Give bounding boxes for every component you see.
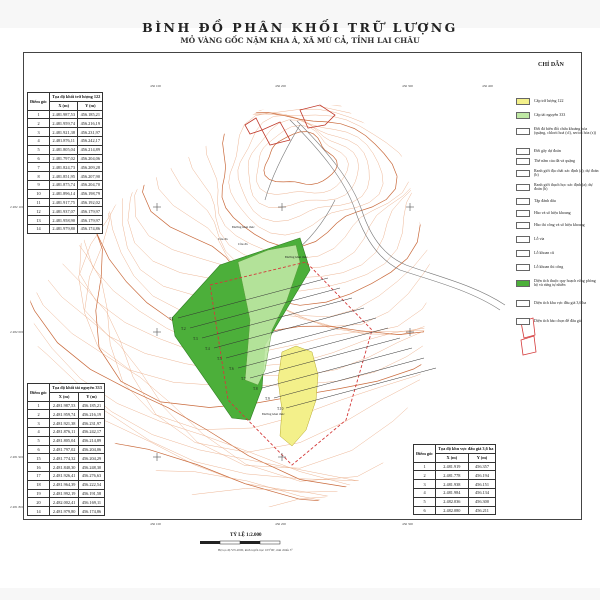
- table-auction-area: [413, 444, 496, 515]
- y-cell: 456.216,19: [79, 410, 105, 419]
- x-cell: 2.481.964,39: [50, 480, 79, 489]
- section-label: T.7: [241, 377, 246, 381]
- contour-line: [70, 37, 578, 408]
- legend-item: [516, 96, 563, 106]
- point-cell: 19: [28, 489, 50, 498]
- point-cell: 4: [414, 488, 436, 497]
- legend-item: [516, 110, 565, 120]
- table-row: [414, 497, 496, 506]
- x-cell: 2.481.824,73: [50, 163, 78, 172]
- point-cell: 3: [28, 128, 50, 137]
- legend-item: [516, 208, 571, 218]
- point-cell: 3: [414, 480, 436, 489]
- point-cell: 4: [28, 136, 50, 145]
- x-cell: 2.481.805,04: [50, 145, 78, 154]
- y-cell: 456.169,11: [79, 498, 105, 507]
- y-cell: 456.231,97: [78, 128, 103, 137]
- x-cell: 2.482.002,41: [50, 498, 79, 507]
- section-label: T.4: [205, 347, 210, 351]
- x-cell: 2.481.921,38: [50, 128, 78, 137]
- legend-label: Ranh giới thạch học xác định (a); dự đoán (b): [534, 181, 593, 191]
- ore-label: Đường khai thác: [262, 412, 285, 416]
- point-cell: 13: [28, 216, 50, 225]
- grid-label-left-4: 2 481 800: [10, 505, 24, 509]
- x-cell: 2.481.992,19: [50, 489, 79, 498]
- point-cell: 2: [28, 119, 50, 128]
- col-point: Điểm góc: [28, 93, 50, 111]
- x-cell: 2.481.875,74: [50, 180, 78, 189]
- y-cell: 456.134: [468, 488, 496, 497]
- y-cell: 456.174,86: [79, 507, 105, 516]
- y-cell: 456.151: [468, 480, 496, 489]
- x-cell: 2.481.926,41: [50, 471, 79, 480]
- y-cell: 456.174,86: [78, 224, 103, 233]
- legend-label: Hào thi công và số hiệu khoang: [534, 221, 585, 227]
- point-cell: 10: [28, 189, 50, 198]
- x-cell: 2.481.984: [436, 488, 469, 497]
- grid-label-top-3: 456 300: [402, 84, 414, 88]
- x-cell: 2.481.921,38: [50, 419, 79, 428]
- point-cell: 15: [28, 454, 50, 463]
- table-row: [28, 198, 103, 207]
- y-cell: 456.242,17: [79, 427, 105, 436]
- legend-swatch: [516, 264, 530, 271]
- y-cell: 456.276,63: [79, 471, 105, 480]
- x-cell: 2.481.805,04: [50, 436, 79, 445]
- section-label: T.6: [229, 367, 234, 371]
- road-line: [290, 120, 500, 310]
- y-cell: 456.204,29: [79, 454, 105, 463]
- legend-label: Diện tích hào chọn để đấu giá: [534, 317, 582, 323]
- table-row: [28, 136, 103, 145]
- legend-title: CHỈ DẪN: [538, 62, 564, 68]
- contour-line: [229, 113, 383, 236]
- point-cell: 1: [414, 462, 436, 471]
- y-cell: 456.179,97: [78, 207, 103, 216]
- legend-item: [516, 146, 561, 156]
- table-row: [28, 110, 103, 119]
- table-title: Tọa độ khối trữ lượng 122: [50, 93, 103, 102]
- table-row: [28, 145, 103, 154]
- x-cell: 2.482.080: [436, 506, 469, 515]
- x-cell: 2.481.919: [436, 462, 469, 471]
- map-subtitle: MỎ VÀNG GỐC NẬM KHA Á, XÃ MÙ CẢ, TỈNH LAI CHÂU: [180, 36, 420, 45]
- table-row: [28, 489, 105, 498]
- table-row: [28, 216, 103, 225]
- x-cell: 2.481.987,53: [50, 110, 78, 119]
- grid-label-bottom-1: 456 100: [150, 522, 162, 526]
- y-cell: 456.194: [468, 471, 496, 480]
- building-outline: [245, 118, 262, 134]
- x-cell: 2.481.797,02: [50, 154, 78, 163]
- table-row: [28, 119, 103, 128]
- section-label: T.9: [265, 397, 270, 401]
- point-cell: 6: [28, 154, 50, 163]
- table-row: [28, 189, 103, 198]
- y-cell: 456.204,06: [78, 154, 103, 163]
- table-row: [28, 480, 105, 489]
- y-cell: 456.204,70: [78, 180, 103, 189]
- y-cell: 456.192,02: [78, 198, 103, 207]
- point-cell: 1: [28, 401, 50, 410]
- legend-label: Hào và số hiệu khoang: [534, 209, 571, 215]
- legend-item: [516, 262, 563, 272]
- y-cell: 456.231,97: [79, 419, 105, 428]
- point-cell: 8: [28, 172, 50, 181]
- legend-swatch: [516, 222, 530, 229]
- table-row: [28, 410, 105, 419]
- point-cell: 2: [414, 471, 436, 480]
- y-cell: 456.357: [468, 462, 496, 471]
- point-cell: 14: [28, 507, 50, 516]
- section-line: [250, 338, 400, 378]
- col-x: X (m): [436, 453, 469, 462]
- grid-label-top-2: 456 200: [275, 84, 287, 88]
- legend-label: Lỗ khoan cũ: [534, 249, 554, 255]
- table-row: [28, 427, 105, 436]
- x-cell: 2.481.979,80: [50, 224, 78, 233]
- legend-item: [516, 220, 585, 230]
- table-row: [28, 498, 105, 507]
- grid-label-top-4: 456 400: [482, 84, 494, 88]
- table-row: [28, 128, 103, 137]
- x-cell: 2.481.797,02: [50, 445, 79, 454]
- scale-bar: [200, 541, 280, 544]
- legend-swatch: [516, 250, 530, 257]
- y-cell: 456.179,97: [78, 216, 103, 225]
- section-label: T.10: [277, 407, 284, 411]
- col-x: X (m): [50, 392, 79, 401]
- ore-label: Đường khai thác: [285, 255, 308, 259]
- y-cell: 456.204,06: [79, 445, 105, 454]
- legend-label: Diện tích thuộc quy hoạch rừng phòng hộ và rừng tự nhiên: [534, 277, 596, 287]
- point-cell: 5: [28, 145, 50, 154]
- legend-item: [516, 316, 582, 326]
- legend-label: Đới đá biến đổi chứa khoáng hóa (quặng, chlorit hoá (cl), sericit hóa (s)): [534, 125, 596, 135]
- point-cell: 2: [28, 410, 50, 419]
- x-cell: 2.481.840,30: [50, 463, 79, 472]
- y-cell: 456.214,89: [79, 436, 105, 445]
- table-reserve-122: [27, 92, 103, 234]
- x-cell: 2.481.937,07: [50, 207, 78, 216]
- grid-label-top-1: 456 100: [150, 84, 162, 88]
- legend-label: Lỗ khoan thi công: [534, 263, 564, 269]
- ore-label: Cầu đá: [218, 237, 228, 241]
- point-cell: 1: [28, 110, 50, 119]
- col-point: Điểm góc: [28, 384, 50, 402]
- legend-item: [516, 278, 600, 288]
- contour-line: [79, 48, 557, 376]
- legend-item: [516, 248, 554, 258]
- col-x: X (m): [50, 101, 78, 110]
- legend-item: [516, 126, 600, 136]
- point-cell: 20: [28, 498, 50, 507]
- legend-item: [516, 196, 556, 206]
- table-resource-333: [27, 383, 105, 516]
- point-cell: 18: [28, 480, 50, 489]
- legend-swatch: [516, 300, 530, 307]
- point-cell: 11: [28, 198, 50, 207]
- table-row: [28, 463, 105, 472]
- table-row: [28, 445, 105, 454]
- x-cell: 2.481.876,11: [50, 427, 79, 436]
- legend-label: Diện tích khu vực đấu giá 3,6 ha: [534, 299, 587, 305]
- y-cell: 456.300: [468, 497, 496, 506]
- x-cell: 2.481.979,80: [50, 507, 79, 516]
- point-cell: 12: [28, 207, 50, 216]
- section-label: T.1: [169, 317, 174, 321]
- point-cell: 5: [414, 497, 436, 506]
- y-cell: 456.242,17: [78, 136, 103, 145]
- table-row: [28, 207, 103, 216]
- point-cell: 3: [28, 419, 50, 428]
- x-cell: 2.481.917,75: [50, 198, 78, 207]
- y-cell: 456.185,21: [79, 401, 105, 410]
- x-cell: 2.481.778: [436, 471, 469, 480]
- x-cell: 2.481.958,90: [50, 216, 78, 225]
- y-cell: 456.222,54: [79, 480, 105, 489]
- grid-label-left-2: 2 482 000: [10, 330, 24, 334]
- contour-line: [206, 113, 411, 258]
- x-cell: 2.481.774,32: [50, 454, 79, 463]
- contour-line: [80, 46, 536, 365]
- y-cell: 456.214,89: [78, 145, 103, 154]
- legend-swatch: [516, 198, 530, 205]
- table-row: [414, 506, 496, 515]
- table-row: [28, 180, 103, 189]
- x-cell: 2.481.959,74: [50, 119, 78, 128]
- point-cell: 4: [28, 427, 50, 436]
- y-cell: 456.207,90: [78, 172, 103, 181]
- grid-label-bottom-3: 456 300: [402, 522, 414, 526]
- point-cell: 17: [28, 471, 50, 480]
- legend-label: Lỗ vỉa: [534, 235, 545, 241]
- table-row: [28, 401, 105, 410]
- legend-swatch: [516, 128, 530, 135]
- table-title: Tọa độ khối tài nguyên 333: [50, 384, 105, 393]
- section-label: T.5: [217, 357, 222, 361]
- table-row: [28, 436, 105, 445]
- x-cell: 2.481.876,11: [50, 136, 78, 145]
- contour-line: [264, 132, 337, 185]
- col-y: Y (m): [78, 101, 103, 110]
- scale-label: TỶ LỆ 1:2.000: [230, 533, 262, 538]
- y-cell: 456.216,19: [78, 119, 103, 128]
- x-cell: 2.481.987,53: [50, 401, 79, 410]
- x-cell: 2.481.938: [436, 480, 469, 489]
- legend-label: Ranh giới địa chất xác định (a); dự đoán (b): [534, 167, 599, 177]
- table-row: [28, 471, 105, 480]
- legend-swatch: [516, 236, 530, 243]
- x-cell: 2.481.896,14: [50, 189, 78, 198]
- section-label: T.3: [193, 337, 198, 341]
- col-y: Y (m): [79, 392, 105, 401]
- y-cell: 456.198,79: [78, 189, 103, 198]
- table-row: [28, 163, 103, 172]
- col-y: Y (m): [468, 453, 496, 462]
- legend-swatch: [516, 148, 530, 155]
- table-row: [28, 454, 105, 463]
- legend-label: Tập đánh dấu: [534, 197, 556, 203]
- y-cell: 456.185,21: [78, 110, 103, 119]
- point-cell: 6: [28, 445, 50, 454]
- table-row: [414, 471, 496, 480]
- x-cell: 2.481.959,74: [50, 410, 79, 419]
- legend-swatch: [516, 318, 530, 325]
- legend-swatch: [516, 170, 530, 177]
- x-cell: 2.481.851,95: [50, 172, 78, 181]
- table-row: [414, 480, 496, 489]
- point-cell: 5: [28, 436, 50, 445]
- section-label: T.2: [181, 327, 186, 331]
- legend-label: Cấp tài nguyên 333: [534, 111, 566, 117]
- legend-label: Cấp trữ lượng 122: [534, 97, 564, 103]
- point-cell: 9: [28, 180, 50, 189]
- legend-swatch: [516, 210, 530, 217]
- col-point: Điểm góc: [414, 445, 436, 463]
- ore-label: Đường khai thác: [232, 225, 255, 229]
- scale-note: Hệ tọa độ VN-2000, kinh tuyến trục 103°00', múi chiếu 3°: [218, 548, 293, 552]
- y-cell: 456.248,30: [79, 463, 105, 472]
- legend-item: [516, 298, 586, 308]
- contour-line: [84, 43, 571, 386]
- table-row: [28, 419, 105, 428]
- y-cell: 456.191,58: [79, 489, 105, 498]
- table-title: Tọa độ khu vực đấu giá 3,6 ha: [436, 445, 496, 454]
- grid-label-bottom-2: 456 200: [275, 522, 287, 526]
- y-cell: 456.209,28: [78, 163, 103, 172]
- legend-swatch: [516, 112, 530, 119]
- grid-label-left-1: 2 482 100: [10, 205, 24, 209]
- contour-line: [248, 120, 358, 208]
- table-row: [28, 172, 103, 181]
- legend-swatch: [516, 280, 530, 287]
- legend-item: [516, 168, 600, 178]
- grid-label-left-3: 2 481 900: [10, 455, 24, 459]
- point-cell: 16: [28, 463, 50, 472]
- table-row: [28, 154, 103, 163]
- table-row: [414, 488, 496, 497]
- point-cell: 14: [28, 224, 50, 233]
- table-row: [28, 224, 103, 233]
- reserve-122-area: [278, 346, 318, 446]
- legend-swatch: [516, 184, 530, 191]
- legend-item: [516, 234, 544, 244]
- x-cell: 2.482.036: [436, 497, 469, 506]
- legend-swatch: [516, 158, 530, 165]
- point-cell: 6: [414, 506, 436, 515]
- legend-item: [516, 182, 600, 192]
- table-row: [414, 462, 496, 471]
- section-label: T.8: [253, 387, 258, 391]
- legend-label: Thế nằm của đá và quặng: [534, 157, 575, 163]
- legend-swatch: [516, 98, 530, 105]
- y-cell: 456.211: [468, 506, 496, 515]
- ore-label: Cầu đá: [238, 242, 248, 246]
- table-row: [28, 507, 105, 516]
- map-title: BÌNH ĐỒ PHÂN KHỐI TRỮ LƯỢNG: [142, 20, 458, 35]
- point-cell: 7: [28, 163, 50, 172]
- legend-label: Đới gãy dự đoán: [534, 147, 561, 153]
- road-line: [265, 125, 300, 200]
- legend-item: [516, 156, 575, 166]
